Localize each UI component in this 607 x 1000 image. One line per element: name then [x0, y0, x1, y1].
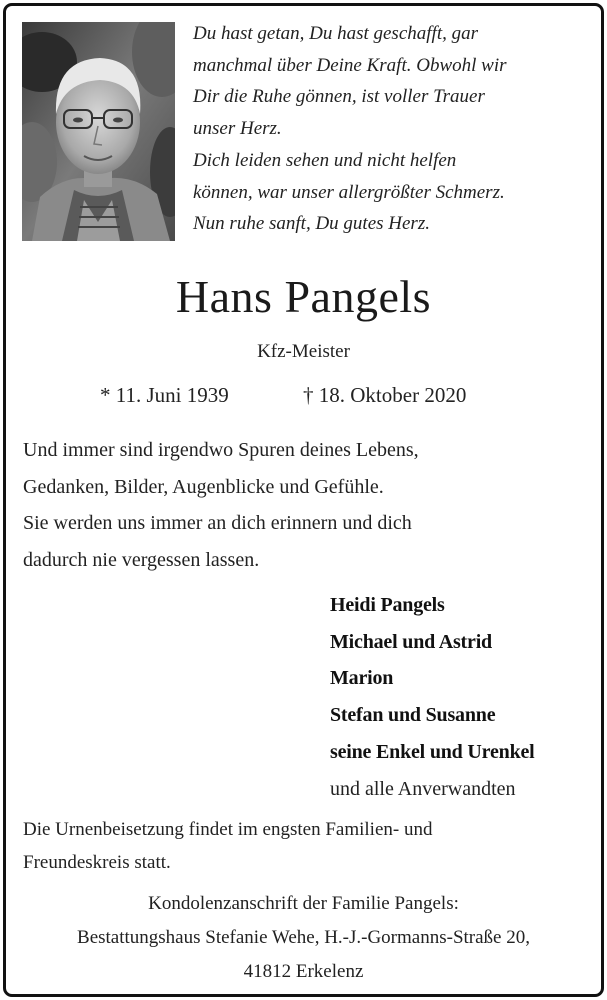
poem-line: manchmal über Deine Kraft. Obwohl wir [193, 54, 507, 76]
poem-line: unser Herz. [193, 118, 282, 140]
deceased-name: Hans Pangels [175, 271, 432, 322]
deceased-profession: Kfz-Meister [257, 341, 350, 362]
poem-line: Du hast getan, Du hast geschafft, gar [193, 23, 478, 44]
memorial-quote [23, 432, 593, 578]
mourner-name: Stefan und Susanne [330, 704, 496, 727]
poem-line: Dir die Ruhe gönnen, ist voller Trauer [193, 86, 485, 108]
funeral-line: Freundeskreis statt. [23, 852, 171, 873]
condolence-address [0, 887, 607, 989]
funeral-notice [23, 813, 593, 879]
mourner-name: Michael und Astrid [330, 630, 492, 653]
quote-line: dadurch nie vergessen lassen. [23, 548, 260, 571]
quote-line: Gedanken, Bilder, Augenblicke und Gefühle. [23, 475, 384, 498]
poem-line: können, war unser allergrößter Schmerz. [193, 181, 505, 203]
other-relatives: und alle Anverwandten [330, 777, 516, 800]
birth-date: * 11. Juni 1939 [100, 383, 229, 407]
mourner-name: seine Enkel und Urenkel [330, 740, 535, 763]
poem-line: Dich leiden sehen und nicht helfen [193, 149, 457, 171]
quote-line: Und immer sind irgendwo Spuren deines Lebens, [23, 439, 419, 461]
death-date: † 18. Oktober 2020 [303, 383, 467, 407]
condolence-line: Kondolenzanschrift der Familie Pangels: [148, 893, 459, 914]
funeral-line: Die Urnenbeisetzung findet im engsten Familien- und [23, 819, 433, 840]
mourner-name: Marion [330, 667, 394, 690]
poem-line: Nun ruhe sanft, Du gutes Herz. [193, 213, 430, 235]
mourner-name: Heidi Pangels [330, 594, 445, 616]
mourners-list [330, 587, 600, 807]
memorial-poem [193, 18, 588, 240]
quote-line: Sie werden uns immer an dich erinnern und dich [23, 512, 412, 534]
condolence-line: 41812 Erkelenz [243, 961, 364, 982]
portrait-photo [22, 22, 175, 241]
condolence-line: Bestattungshaus Stefanie Wehe, H.-J.-Gormanns-Straße 20, [77, 927, 530, 948]
